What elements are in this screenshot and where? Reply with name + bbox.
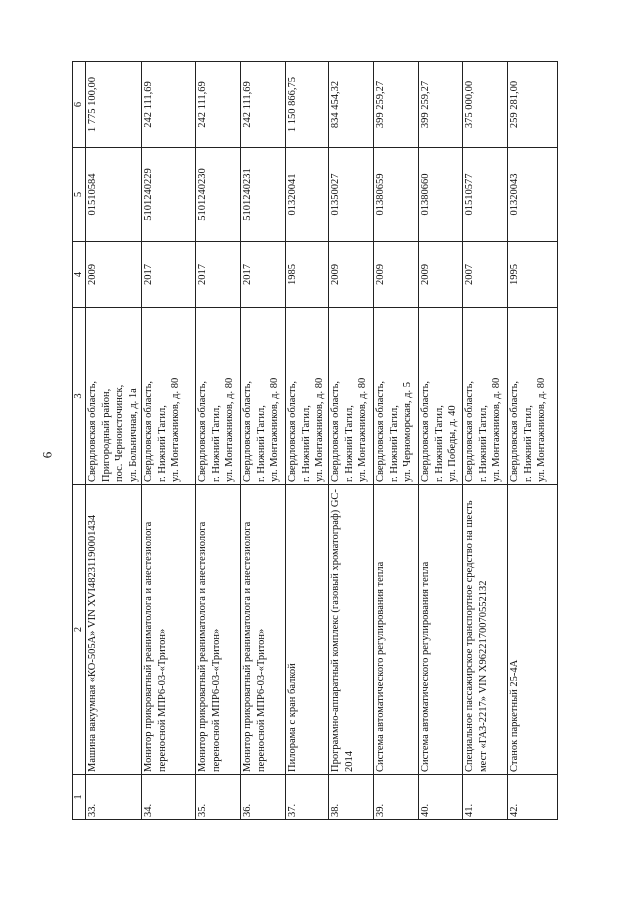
inventory-number: 5101240231	[241, 148, 286, 242]
header-cell: 2	[73, 485, 86, 775]
row-number: 34.	[142, 775, 196, 820]
asset-address: Свердловская область, г. Нижний Тагил, ул. Монтажников, д. 80	[196, 308, 241, 485]
header-cell: 3	[73, 308, 86, 485]
page-number: 6	[39, 451, 55, 459]
asset-address: Свердловская область, г. Нижний Тагил, ул. Монтажников, д. 80	[508, 308, 558, 485]
asset-cost: 242 111,69	[196, 62, 241, 148]
row-number: 41.	[463, 775, 508, 820]
header-cell: 1	[73, 775, 86, 820]
asset-name: Машина вакуумная «КО-505А» VIN XVI48231190001434	[86, 485, 142, 775]
asset-name: Пилорама с кран балкой	[286, 485, 329, 775]
asset-address: Свердловская область, г. Нижний Тагил, ул. Монтажников, д. 80	[142, 308, 196, 485]
asset-address: Свердловская область, г. Нижний Тагил, ул. Монтажников, д. 80	[286, 308, 329, 485]
header-row	[73, 62, 86, 820]
asset-year: 2007	[463, 242, 508, 308]
table-row	[196, 62, 241, 820]
asset-year: 1995	[508, 242, 558, 308]
asset-cost: 399 259,27	[419, 62, 463, 148]
asset-name: Станок паркетный 25-4А	[508, 485, 558, 775]
asset-cost: 1 775 100,00	[86, 62, 142, 148]
row-number: 42.	[508, 775, 558, 820]
asset-cost: 399 259,27	[374, 62, 419, 148]
inventory-number: 01380659	[374, 148, 419, 242]
asset-name: Программно-аппаратный комплекс (газовый хроматограф) GC-2014	[329, 485, 374, 775]
table-row	[142, 62, 196, 820]
asset-table	[72, 61, 558, 820]
inventory-number: 01320041	[286, 148, 329, 242]
table-row	[286, 62, 329, 820]
inventory-number: 01510577	[463, 148, 508, 242]
asset-address: Свердловская область, г. Нижний Тагил, ул. Черноморская, д. 5	[374, 308, 419, 485]
inventory-number: 01350027	[329, 148, 374, 242]
row-number: 36.	[241, 775, 286, 820]
asset-address: Свердловская область, г. Нижний Тагил, ул. Монтажников, д. 80	[463, 308, 508, 485]
table-row	[463, 62, 508, 820]
asset-cost: 834 454,32	[329, 62, 374, 148]
asset-name: Монитор прикроватный реаниматолога и анестезиолога переносной МПР6-03-«Тритон»	[196, 485, 241, 775]
row-number: 35.	[196, 775, 241, 820]
row-number: 40.	[419, 775, 463, 820]
row-number: 38.	[329, 775, 374, 820]
asset-address: Свердловская область, Пригородный район, пос. Черноисточинск, ул. Больничная, д. 1а	[86, 308, 142, 485]
asset-year: 2017	[142, 242, 196, 308]
asset-cost: 259 281,00	[508, 62, 558, 148]
table-row	[241, 62, 286, 820]
asset-cost: 375 000,00	[463, 62, 508, 148]
table-row	[86, 62, 142, 820]
table-row	[419, 62, 463, 820]
asset-year: 2009	[329, 242, 374, 308]
asset-year: 2009	[374, 242, 419, 308]
inventory-number: 01320043	[508, 148, 558, 242]
header-cell: 5	[73, 148, 86, 242]
inventory-number: 01380660	[419, 148, 463, 242]
inventory-number: 5101240230	[196, 148, 241, 242]
asset-name: Монитор прикроватный реаниматолога и анестезиолога переносной МПР6-03-«Тритон»	[142, 485, 196, 775]
row-number: 39.	[374, 775, 419, 820]
inventory-number: 5101240229	[142, 148, 196, 242]
header-cell: 6	[73, 62, 86, 148]
asset-cost: 242 111,69	[241, 62, 286, 148]
asset-year: 2017	[241, 242, 286, 308]
asset-year: 2017	[196, 242, 241, 308]
asset-year: 1985	[286, 242, 329, 308]
table-row	[329, 62, 374, 820]
asset-cost: 242 111,69	[142, 62, 196, 148]
asset-year: 2009	[419, 242, 463, 308]
asset-address: Свердловская область, г. Нижний Тагил, ул. Монтажников, д. 80	[241, 308, 286, 485]
asset-cost: 1 150 866,75	[286, 62, 329, 148]
asset-table-rotated	[72, 62, 557, 820]
asset-name: Система автоматического регулирования тепла	[374, 485, 419, 775]
asset-address: Свердловская область, г. Нижний Тагил, ул. Монтажников, д. 80	[329, 308, 374, 485]
table-row	[374, 62, 419, 820]
inventory-number: 01510584	[86, 148, 142, 242]
asset-year: 2009	[86, 242, 142, 308]
row-number: 37.	[286, 775, 329, 820]
asset-name: Система автоматического регулирования тепла	[419, 485, 463, 775]
asset-name: Специальное пассажирское транспортное средство на шесть мест «ГАЗ-2217» VIN X96221700705521З2	[463, 485, 508, 775]
asset-name: Монитор прикроватный реаниматолога и анестезиолога переносной МПР6-03-«Тритон»	[241, 485, 286, 775]
table-row	[508, 62, 558, 820]
header-cell: 4	[73, 242, 86, 308]
asset-address: Свердловская область, г. Нижний Тагил, ул. Победы, д. 40	[419, 308, 463, 485]
row-number: 33.	[86, 775, 142, 820]
